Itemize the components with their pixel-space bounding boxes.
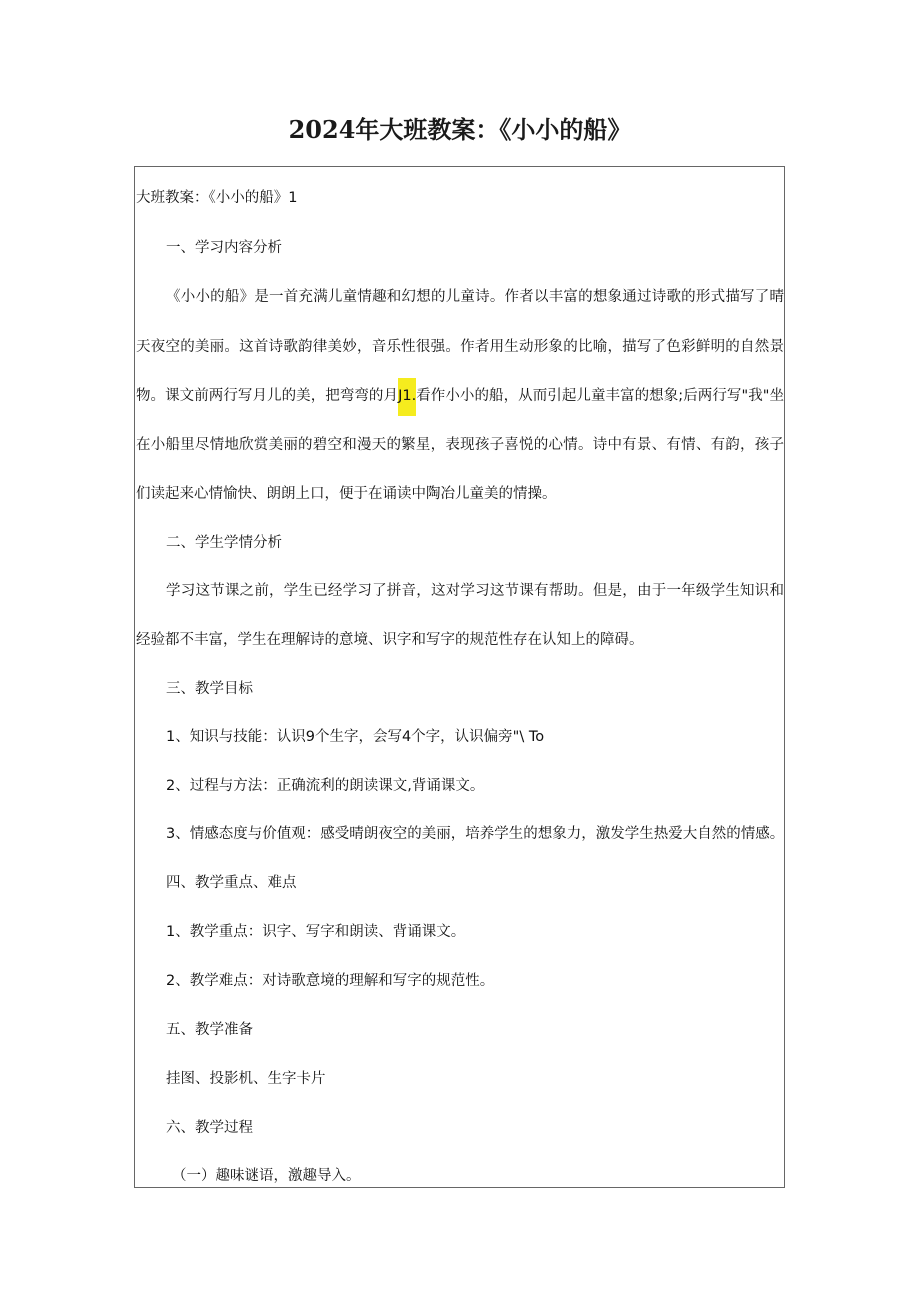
section-heading-1: 一、学习内容分析 <box>166 240 282 256</box>
list-item: 2、教学难点：对诗歌意境的理解和写字的规范性。 <box>166 973 495 989</box>
page-title: 2024年大班教案：《小小的船》 <box>288 115 632 144</box>
paragraph-line: 学习这节课之前，学生已经学习了拼音，这对学习这节课有帮助。但是，由于一年级学生知识和 <box>166 583 784 599</box>
list-item: （一）趣味谜语，激趣导入。 <box>172 1168 361 1184</box>
paragraph-line: 经验都不丰富，学生在理解诗的意境、识字和写字的规范性存在认知上的障碍。 <box>136 632 644 648</box>
paragraph-line: 天夜空的美丽。这首诗歌韵律美妙，音乐性很强。作者用生动形象的比喻，描写了色彩鲜明的自然景 <box>136 339 784 355</box>
section-heading-4: 四、教学重点、难点 <box>166 875 297 891</box>
paragraph-line: 在小船里尽情地欣赏美丽的碧空和漫天的繁星，表现孩子喜悦的心情。诗中有景、有情、有韵，孩子 <box>136 437 784 453</box>
paragraph-line: 《小小的船》是一首充满儿童情趣和幻想的儿童诗。作者以丰富的想象通过诗歌的形式描写了晴 <box>166 289 784 305</box>
section-heading-2: 二、学生学情分析 <box>166 535 282 551</box>
paragraph-text: 看作小小的船，从而引起儿童丰富的想象;后两行写"我"坐 <box>416 388 784 404</box>
list-item: 3、情感态度与价值观：感受晴朗夜空的美丽，培养学生的想象力，激发学生热爱大自然的情感。 <box>166 826 785 842</box>
section-heading-6: 六、教学过程 <box>166 1120 253 1136</box>
intro-line: 大班教案：《小小的船》1 <box>136 190 298 206</box>
paragraph-line: 们读起来心情愉快、朗朗上口，便于在诵读中陶冶儿童美的情操。 <box>136 486 557 502</box>
list-item: 2、过程与方法：正确流利的朗读课文,背诵课文。 <box>166 778 485 794</box>
paragraph-line <box>136 384 784 408</box>
paragraph-text: 物。课文前两行写月儿的美，把弯弯的月 <box>136 388 399 404</box>
section-heading-3: 三、教学目标 <box>166 681 253 697</box>
section-heading-5: 五、教学准备 <box>166 1022 253 1038</box>
highlighted-text: J1. <box>398 378 416 416</box>
list-item: 1、知识与技能：认识9个生字，会写4个字，认识偏旁"\ To <box>166 729 545 745</box>
list-item: 挂图、投影机、生字卡片 <box>166 1071 326 1087</box>
list-item: 1、教学重点：识字、写字和朗读、背诵课文。 <box>166 924 466 940</box>
